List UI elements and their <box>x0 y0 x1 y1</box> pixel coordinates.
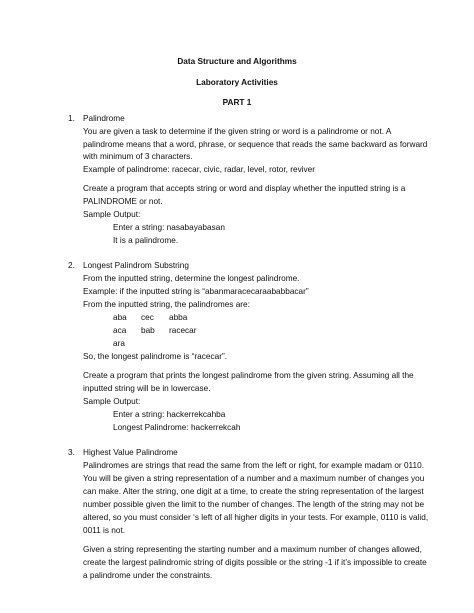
document-title: Data Structure and Algorithms <box>177 57 297 66</box>
palindrome-cell: bab <box>141 326 155 335</box>
paragraph-line: PALINDROME or not. <box>83 197 163 206</box>
sample-output-label: Sample Output: <box>83 210 141 219</box>
sample-output-line: It is a palindrome. <box>113 236 179 245</box>
section-heading: Highest Value Palindrome <box>83 448 178 457</box>
paragraph-line: Create a program that accepts string or word and display whether the inputted string is a <box>83 184 406 193</box>
paragraph-line: can make. Alter the string, one digit at a time, to create the string representation of the largest <box>83 487 424 496</box>
paragraph-line: From the inputted string, the palindromes are: <box>83 300 250 309</box>
paragraph-line: Example: if the inputted string is “abanmaracecaraababbacar” <box>83 287 309 296</box>
paragraph-line: number possible given the limit to the number of changes. The length of the string may not be <box>83 500 425 509</box>
paragraph-line: Palindromes are strings that read the same from the left or right, for example madam or 0110. <box>83 461 425 470</box>
part-heading: PART 1 <box>222 98 252 107</box>
palindrome-cell: racecar <box>169 326 197 335</box>
paragraph-line: create the largest palindromic string of digits possible or the string -1 if it’s impossible to create <box>83 558 427 567</box>
paragraph-line: with minimum of 3 characters. <box>83 152 193 161</box>
palindrome-cell: cec <box>141 313 154 322</box>
section-number: 2. <box>68 261 75 270</box>
document-subtitle: Laboratory Activities <box>196 78 278 87</box>
paragraph-line: Example of palindrome: racecar, civic, radar, level, rotor, reviver <box>83 165 316 174</box>
section-heading: Longest Palindrom Substring <box>83 261 189 270</box>
section-number: 3. <box>68 448 75 457</box>
palindrome-cell: abba <box>169 313 188 322</box>
paragraph-line: 0011 is not. <box>83 526 126 535</box>
paragraph-line: Given a string representing the starting number and a maximum number of changes allowed, <box>83 545 422 554</box>
paragraph-line: palindrome means that a word, phrase, or sequence that reads the same backward as forward <box>83 140 428 149</box>
paragraph-line: So, the longest palindrome is “racecar”. <box>83 352 227 361</box>
paragraph-line: inputted string will be in lowercase. <box>83 384 211 393</box>
paragraph-line: altered, so you must consider ‘s left of all higher digits in your tests. For example, 0110 is valid, <box>83 513 429 522</box>
sample-output-line: Longest Palindrome: hackerrekcah <box>113 423 241 432</box>
sample-output-label: Sample Output: <box>83 397 141 406</box>
paragraph-line: From the inputted string, determine the longest palindrome. <box>83 274 300 283</box>
section-heading: Palindrome <box>83 114 125 123</box>
paragraph-line: Create a program that prints the longest palindrome from the given string. Assuming all the <box>83 371 414 380</box>
sample-output-line: Enter a string: hackerrekcahba <box>113 410 226 419</box>
section-number: 1. <box>68 114 75 123</box>
paragraph-line: You will be given a string representation of a number and a maximum number of changes you <box>83 474 425 483</box>
palindrome-cell: aba <box>113 313 127 322</box>
paragraph-line: You are given a task to determine if the given string or word is a palindrome or not. A <box>83 127 392 136</box>
palindrome-cell: aca <box>113 326 127 335</box>
paragraph-line: a palindrome under the constraints. <box>83 571 213 580</box>
palindrome-cell: ara <box>113 339 125 348</box>
sample-output-line: Enter a string: nasabayabasan <box>113 223 225 232</box>
